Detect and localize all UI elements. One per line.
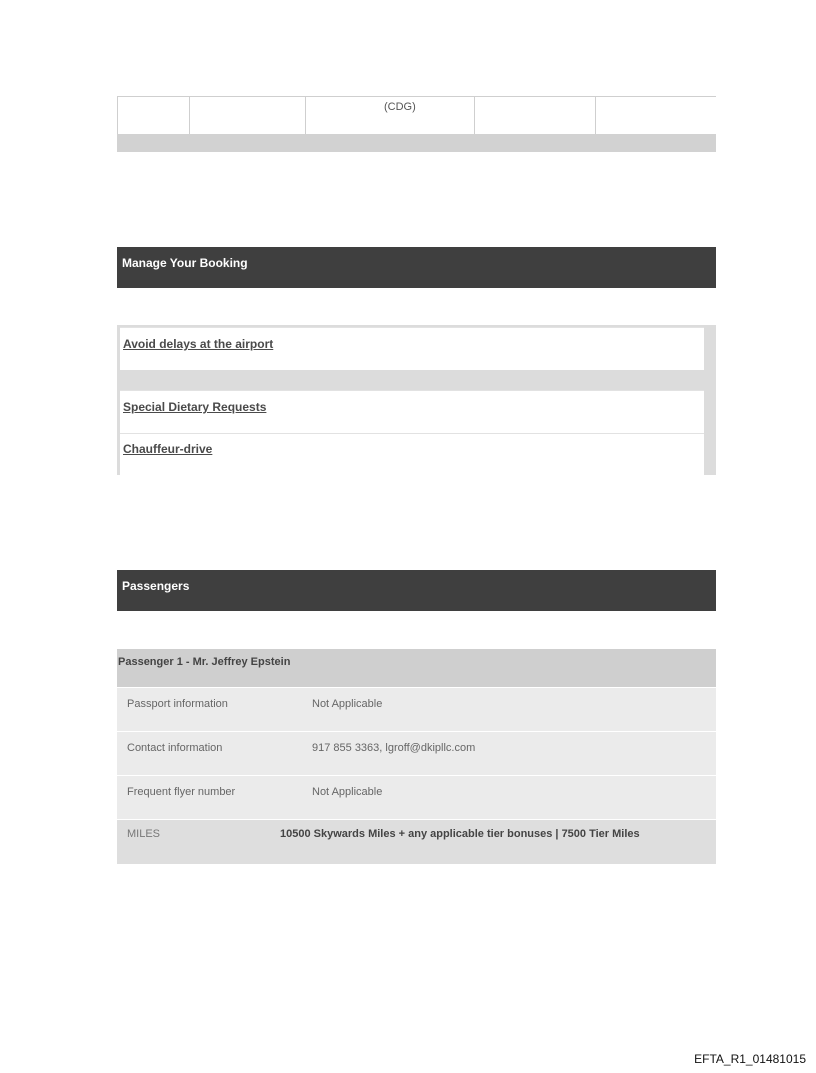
flight-table-row: [117, 96, 716, 134]
table-row: [117, 775, 716, 819]
table-row: [117, 687, 716, 731]
manage-booking-links: [117, 325, 716, 475]
frequent-flyer-label: Frequent flyer number: [127, 786, 236, 798]
table-footer-bar: [117, 134, 716, 152]
link-box: [120, 390, 704, 433]
contact-value: 917 855 3363, lgroff@dkipllc.com: [312, 742, 476, 754]
contact-label: Contact information: [127, 742, 223, 754]
miles-label: MILES: [127, 828, 161, 840]
link-box: [120, 327, 704, 370]
table-divider: [117, 97, 118, 135]
avoid-delays-link[interactable]: Avoid delays at the airport: [123, 337, 274, 351]
miles-row: [117, 819, 716, 864]
passenger-table: [117, 649, 716, 864]
frequent-flyer-value: Not Applicable: [312, 786, 383, 798]
passengers-header: Passengers: [117, 570, 716, 611]
table-divider: [474, 97, 475, 135]
passport-label: Passport information: [127, 698, 228, 710]
airport-code: (CDG): [384, 101, 416, 113]
table-divider: [305, 97, 306, 135]
table-divider: [595, 97, 596, 135]
manage-booking-header: Manage Your Booking: [117, 247, 716, 288]
table-divider: [189, 97, 190, 135]
miles-value: 10500 Skywards Miles + any applicable tier bonuses | 7500 Tier Miles: [280, 828, 640, 840]
document-id: EFTA_R1_01481015: [694, 1052, 806, 1066]
table-row: [117, 731, 716, 775]
passport-value: Not Applicable: [312, 698, 383, 710]
passenger-heading: Passenger 1 - Mr. Jeffrey Epstein: [117, 649, 716, 687]
link-box: [120, 433, 704, 476]
special-dietary-requests-link[interactable]: Special Dietary Requests: [123, 400, 267, 414]
chauffeur-drive-link[interactable]: Chauffeur-drive: [123, 442, 213, 456]
